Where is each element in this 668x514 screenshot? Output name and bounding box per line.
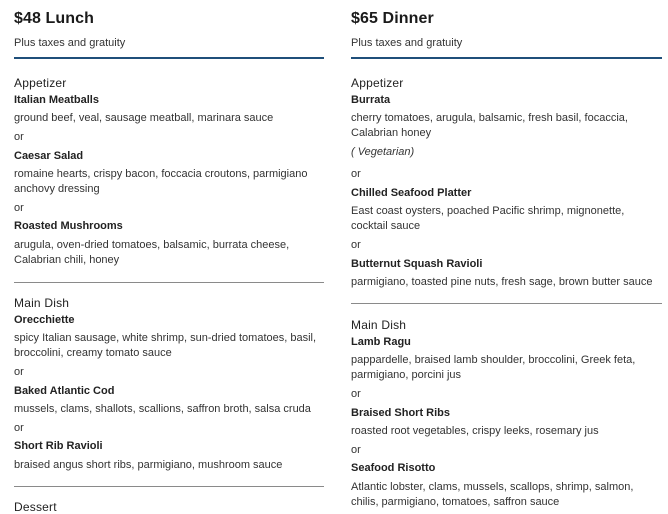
lunch-or-separator: or	[14, 422, 24, 434]
lunch-or-separator: or	[14, 131, 24, 143]
dinner-appetizer-3-name: Butternut Squash Ravioli	[351, 258, 483, 270]
dinner-main-2-desc: roasted root vegetables, crispy leeks, rosemary jus	[351, 425, 599, 437]
dinner-appetizer-2-name: Chilled Seafood Platter	[351, 187, 472, 199]
lunch-main-2-desc: mussels, clams, shallots, scallions, saffron broth, salsa cruda	[14, 403, 311, 415]
lunch-appetizer-3-name: Roasted Mushrooms	[14, 220, 123, 232]
lunch-appetizer-3-desc: arugula, oven-dried tomatoes, balsamic, burrata cheese, Calabrian chili, honey	[14, 239, 290, 266]
dinner-main-1-desc: pappardelle, braised lamb shoulder, broccolini, Greek feta, parmigiano, porcini jus	[351, 354, 636, 381]
dinner-or-separator: or	[351, 239, 361, 251]
dinner-appetizer-1-desc: cherry tomatoes, arugula, balsamic, fresh basil, focaccia, Calabrian honey	[351, 112, 628, 139]
lunch-main-1-name: Orecchiette	[14, 314, 75, 326]
dinner-main-2-name: Braised Short Ribs	[351, 407, 451, 419]
lunch-or-separator: or	[14, 202, 24, 214]
dinner-main-1-name: Lamb Ragu	[351, 336, 411, 348]
lunch-course-divider	[14, 486, 324, 487]
dinner-or-separator: or	[351, 444, 361, 456]
lunch-title: $48 Lunch	[14, 10, 95, 27]
lunch-main-3-desc: braised angus short ribs, parmigiano, mushroom sauce	[14, 459, 283, 471]
dinner-course-divider	[351, 303, 662, 304]
dinner-subtitle: Plus taxes and gratuity	[351, 37, 463, 49]
lunch-title-rule	[14, 57, 324, 59]
lunch-appetizer-2-desc: romaine hearts, crispy bacon, foccacia croutons, parmigiano anchovy dressing	[14, 168, 308, 195]
lunch-main-1-desc: spicy Italian sausage, white shrimp, sun-dried tomatoes, basil, broccolini, creamy tomato sauce	[14, 332, 317, 359]
lunch-course-divider	[14, 282, 324, 283]
lunch-subtitle: Plus taxes and gratuity	[14, 37, 126, 49]
dinner-or-separator: or	[351, 168, 361, 180]
dinner-appetizer-1-name: Burrata	[351, 94, 391, 106]
dinner-appetizer-1-note: ( Vegetarian)	[351, 146, 415, 158]
lunch-appetizer-1-name: Italian Meatballs	[14, 94, 99, 106]
lunch-main-2-name: Baked Atlantic Cod	[14, 385, 115, 397]
lunch-appetizer-2-name: Caesar Salad	[14, 150, 84, 162]
dinner-main-3-desc: Atlantic lobster, clams, mussels, scallops, shrimp, salmon, chilis, parmigiano, tomatoes, saffron sauce	[351, 481, 634, 508]
lunch-dessert-title: Dessert	[14, 500, 57, 514]
lunch-appetizer-1-desc: ground beef, veal, sausage meatball, marinara sauce	[14, 112, 274, 124]
dinner-main-3-name: Seafood Risotto	[351, 462, 436, 474]
lunch-main-title: Main Dish	[14, 296, 70, 310]
dinner-appetizer-2-desc: East coast oysters, poached Pacific shrimp, mignonette, cocktail sauce	[351, 205, 625, 232]
dinner-appetizer-title: Appetizer	[351, 76, 404, 90]
lunch-appetizer-title: Appetizer	[14, 76, 67, 90]
lunch-or-separator: or	[14, 366, 24, 378]
dinner-or-separator: or	[351, 388, 361, 400]
lunch-main-3-name: Short Rib Ravioli	[14, 440, 103, 452]
dinner-title-rule	[351, 57, 662, 59]
dinner-main-title: Main Dish	[351, 318, 407, 332]
dinner-appetizer-3-desc: parmigiano, toasted pine nuts, fresh sage, brown butter sauce	[351, 276, 653, 288]
dinner-title: $65 Dinner	[351, 10, 434, 27]
